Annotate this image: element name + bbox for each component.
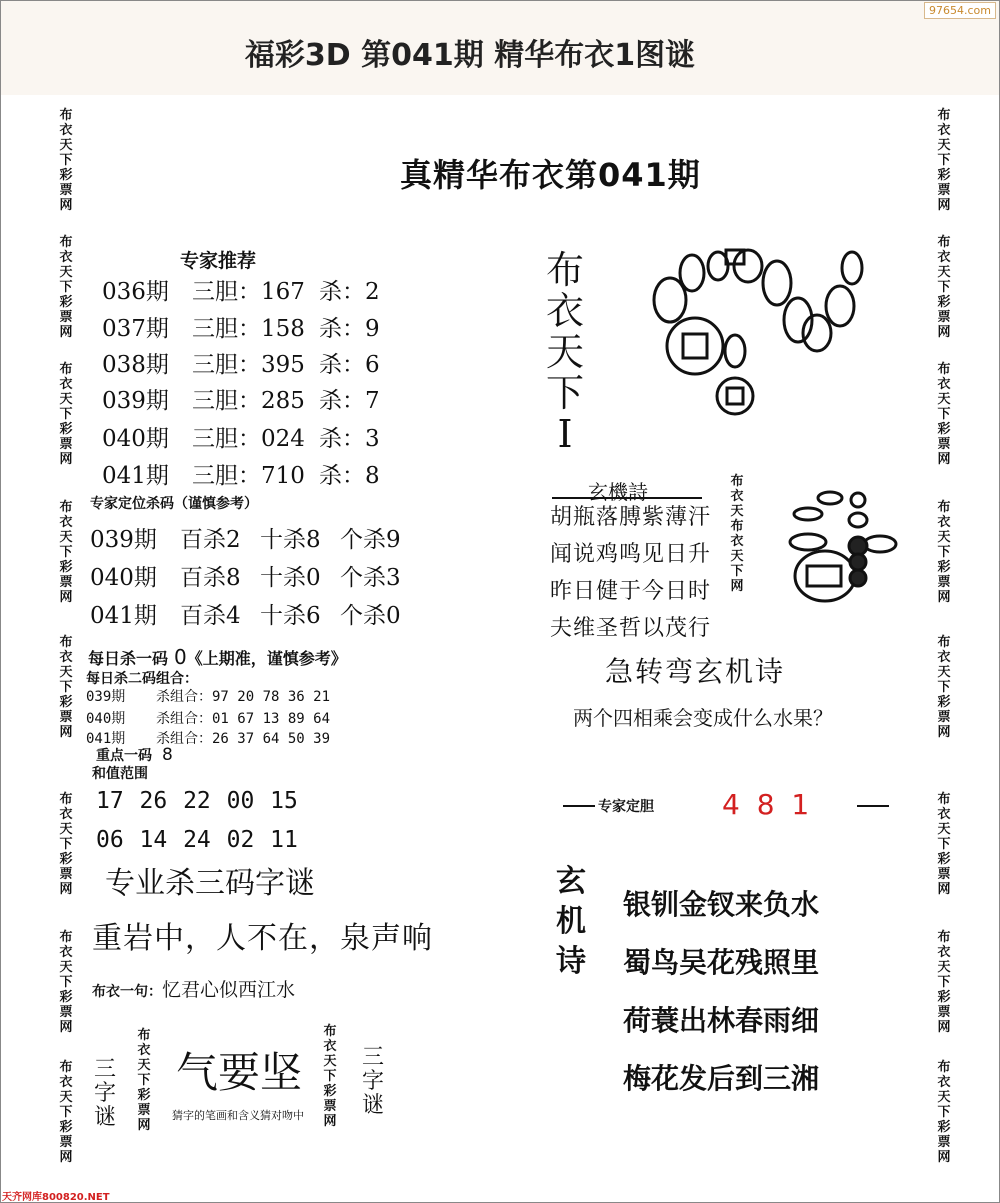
position-kill-heading: 专家定位杀码（谨慎参考） — [90, 496, 258, 512]
expert-row: 037期 三胆：158 杀：9 — [102, 316, 380, 342]
site-tag[interactable]: 97654.com — [924, 2, 996, 19]
three-char-label-right: 三字谜 — [361, 1045, 384, 1118]
side-watermark: 布衣天下彩票网 — [937, 1060, 951, 1165]
side-watermark: 布衣天下彩票网 — [937, 930, 951, 1035]
brain-teaser-question: 两个四相乘会变成什么水果？ — [573, 706, 833, 730]
position-kill-row: 040期 百杀8 十杀0 个杀3 — [90, 565, 401, 591]
three-char-word: 气要坚 — [176, 1048, 303, 1097]
beads-illustration — [640, 238, 870, 423]
position-kill-row: 039期 百杀2 十杀8 个杀9 — [90, 527, 401, 553]
riddle-heading: 专业杀三码字谜 — [105, 866, 315, 901]
expert-row: 040期 三胆：024 杀：3 — [102, 426, 380, 452]
pair-row: 041期 杀组合：26 37 64 50 39 — [86, 731, 331, 747]
side-watermark: 布衣天下彩票网 — [59, 108, 73, 213]
side-watermark: 布衣天下彩票网 — [937, 500, 951, 605]
side-watermark: 布衣天下彩票网 — [937, 792, 951, 897]
side-watermark: 布衣天下彩票网 — [59, 235, 73, 340]
poem2-lines: 银钏金钗来负水 蜀鸟吴花残照里 荷蓑出林春雨细 梅花发后到三湘 — [623, 888, 820, 1095]
xuanji-side-watermark: 布衣天布衣天下网 — [730, 474, 744, 594]
dan-value: 4 8 1 — [722, 788, 814, 821]
expert-row: 041期 三胆：710 杀：8 — [102, 463, 380, 489]
poem2-title: 玄机诗 — [556, 864, 586, 979]
one-line-riddle: 布衣一句：忆君心似西江水 — [92, 979, 296, 1001]
side-watermark: 布衣天下彩票网 — [937, 362, 951, 467]
side-watermark: 布衣天下彩票网 — [59, 1060, 73, 1165]
side-watermark: 布衣天下彩票网 — [59, 930, 73, 1035]
side-watermark: 布衣天下彩票网 — [59, 362, 73, 467]
key-code-line: 重点一码 8 — [96, 745, 173, 765]
pair-row: 040期 杀组合：01 67 13 89 64 — [86, 711, 331, 727]
side-watermark: 布衣天下彩票网 — [937, 635, 951, 740]
expert-row: 036期 三胆：167 杀：2 — [102, 279, 380, 305]
xuanji-poem: 胡瓶落膊紫薄汗 闻说鸡鸣见日升 昨日健于今日时 夫维圣哲以茂行 — [550, 505, 712, 641]
side-watermark: 布衣天下彩票网 — [137, 1028, 151, 1133]
dan-rule-right — [857, 805, 889, 807]
three-char-hint: 猜字的笔画和含义猜对吻中 — [172, 1109, 304, 1122]
brain-teaser-heading: 急转弯玄机诗 — [605, 655, 786, 688]
coins-illustration — [770, 486, 905, 606]
pair-heading: 每日杀二码组合： — [86, 671, 198, 687]
three-char-label-left: 三字谜 — [93, 1057, 116, 1130]
dan-rule-left — [563, 805, 595, 807]
brush-title: 布衣天下Ⅰ — [545, 248, 584, 456]
pair-row: 039期 杀组合：97 20 78 36 21 — [86, 689, 331, 705]
page-title: 福彩3D 第041期 精华布衣1图谜 — [244, 38, 696, 73]
sum-row: 06 14 24 02 11 — [96, 827, 298, 853]
side-watermark: 布衣天下彩票网 — [323, 1024, 337, 1129]
expert-row: 038期 三胆：395 杀：6 — [102, 352, 380, 378]
side-watermark: 布衣天下彩票网 — [937, 108, 951, 213]
position-kill-row: 041期 百杀4 十杀6 个杀0 — [90, 603, 401, 629]
dan-label: 专家定胆 — [598, 799, 654, 815]
main-title: 真精华布衣第041期 — [400, 156, 701, 194]
side-watermark: 布衣天下彩票网 — [59, 635, 73, 740]
daily-kill-line: 每日杀一码 0《上期准，谨慎参考》 — [88, 645, 347, 669]
expert-row: 039期 三胆：285 杀：7 — [102, 388, 380, 414]
sum-range-label: 和值范围 — [92, 766, 148, 782]
riddle-text: 重岩中，人不在，泉声响 — [92, 921, 433, 956]
side-watermark: 布衣天下彩票网 — [59, 500, 73, 605]
sum-row: 17 26 22 00 15 — [96, 788, 298, 814]
side-watermark: 布衣天下彩票网 — [59, 792, 73, 897]
xuanji-heading: 玄機詩 — [588, 480, 648, 504]
side-watermark: 布衣天下彩票网 — [937, 235, 951, 340]
expert-heading: 专家推荐 — [180, 250, 257, 272]
footer-link[interactable]: 天齐网库800820.NET — [2, 1192, 110, 1203]
